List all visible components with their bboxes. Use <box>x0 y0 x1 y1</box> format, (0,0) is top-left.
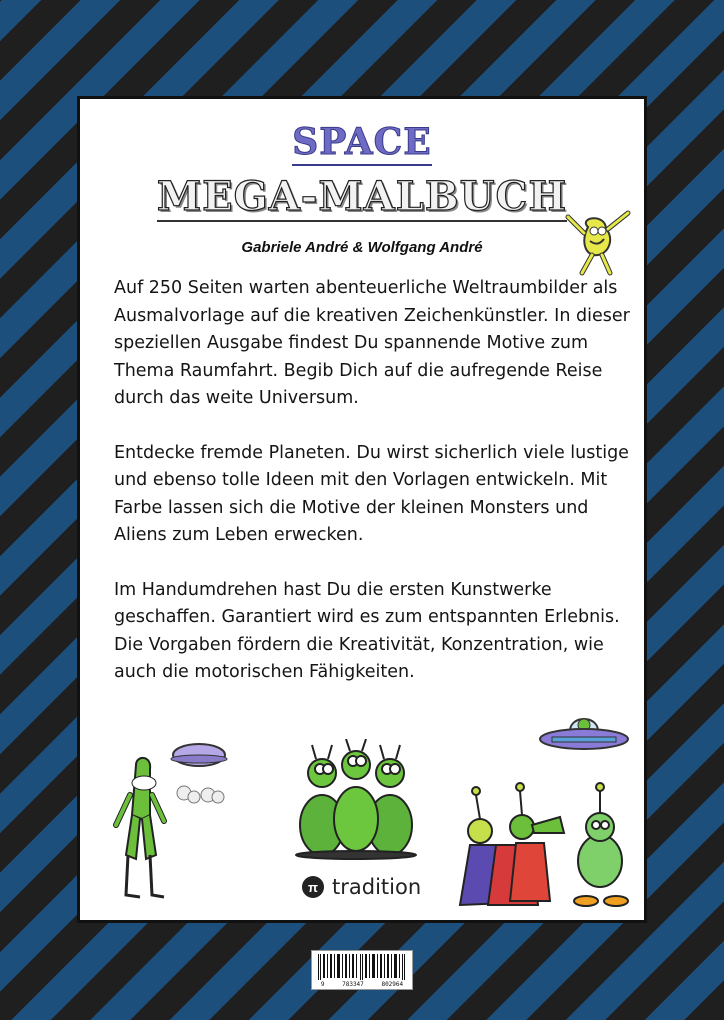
white-text-panel <box>77 96 647 923</box>
flying-saucer-icon <box>168 739 230 811</box>
paragraph-2: Entdecke fremde Planeten. Du wirst sicherlich viele lustige und ebenso tolle Ideen mit den Vorlagen entwickeln. Mit Farbe lassen sich die Motive der kleinen Monsters und Aliens zum Leben erwecken. <box>114 442 629 545</box>
paragraph-3: Im Handumdrehen hast Du die ersten Kunstwerke geschaffen. Garantiert wird es zum entspannten Erlebnis. Die Vorgaben fördern die Kreativität, Konzentration, wie auch die motorischen Fähigkeiten. <box>114 579 620 682</box>
publisher-logo <box>302 875 421 899</box>
title-space: SPACE <box>80 121 644 163</box>
isbn-barcode <box>311 950 413 990</box>
tall-green-alien-icon <box>106 755 176 905</box>
tradition-logo-icon: π <box>302 876 324 898</box>
description-text <box>114 275 634 714</box>
barcode-bars <box>312 952 412 982</box>
publisher-name: tradition <box>332 875 422 899</box>
paragraph-1: Auf 250 Seiten warten abenteuerliche Weltraumbilder als Ausmalvorlage auf die kreativen Zeichenkünstler. In dieser speziellen Ausgabe findest Du spannende Motive zum Thema Raumfahrt. Begib Dich auf die aufregende Reise durch das weite Universum. <box>114 278 630 408</box>
three-green-aliens-icon <box>290 739 422 861</box>
barcode-digits: 9 783347 802964 <box>320 981 404 988</box>
title-mega-malbuch: MEGA-MALBUCH <box>156 173 568 220</box>
ufo-with-alien-icon <box>536 711 632 761</box>
yellow-alien-icon <box>558 207 638 279</box>
alien-group-icon <box>440 775 640 915</box>
author-names: Gabriele André & Wolfgang André <box>241 239 483 256</box>
